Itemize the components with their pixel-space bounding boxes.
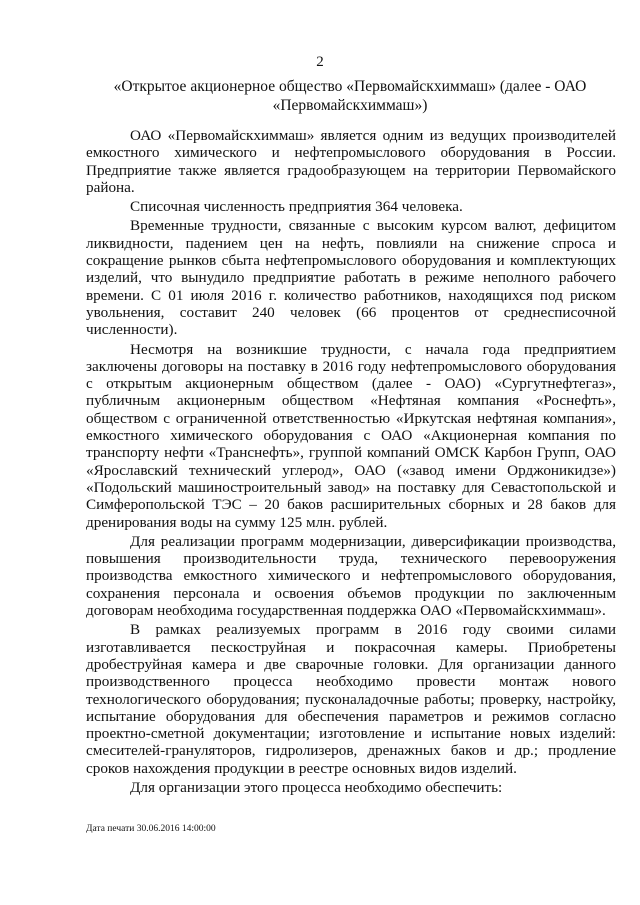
- paragraph: Временные трудности, связанные с высоким курсом валют, дефицитом ликвидности, падением цен на нефть, повлияли на снижение спроса и сокращение рынков сбыта нефтепромыслового оборудования и комплектующих изделий, что вынудило предприятие работать в режиме неполного рабочего времени. С 01 июля 2016 г. количество работников, находящихся под риском увольнения, составит 240 человек (66 процентов от среднесписочной численности).: [86, 217, 616, 339]
- print-date-footer: Дата печати 30.06.2016 14:00:00: [86, 824, 216, 834]
- document-heading: «Открытое акционерное общество «Первомайскхиммаш» (далее - ОАО «Первомайскхиммаш»): [113, 78, 587, 114]
- paragraph: ОАО «Первомайскхиммаш» является одним из ведущих производителей емкостного химического и нефтепромыслового оборудования в России. Предприятие также является градообразующем на территории Первомайского района.: [86, 127, 616, 196]
- paragraph: Списочная численность предприятия 364 человека.: [130, 198, 463, 216]
- page-number: 2: [316, 54, 324, 70]
- paragraph: Для организации этого процесса необходимо обеспечить:: [130, 778, 503, 796]
- document-body: [86, 127, 616, 796]
- paragraph: Несмотря на возникшие трудности, с начала года предприятием заключены договоры на поставку в 2016 году нефтепромыслового оборудования с открытым акционерным обществом (далее - ОАО) «Сургутнефтегаз», публичным акционерным обществом «Нефтяная компания «Роснефть», обществом с ограниченной ответственностью «Иркутская нефтяная компания», емкостного химического оборудования с ОАО «Акционерная компания по транспорту нефти «Транснефть», группой компаний ОМСК Карбон Групп, ОАО «Ярославский технический углерод», ОАО («завод имени Орджоникидзе») «Подольский машиностроительный завод» на поставку для Севастопольской и Симферопольской ТЭС – 20 баков расширительных сборных и 28 баков для дренирования воды на сумму 125 млн. рублей.: [86, 340, 616, 531]
- paragraph: В рамках реализуемых программ в 2016 году своими силами изготавливается пескоструйная и покрасочная камеры. Приобретены дробеструйная камера и две сварочные головки. Для организации данного производственного процесса необходимо провести монтаж нового технологического оборудования; пусконаладочные работы; проверку, настройку, испытание оборудования для обеспечения параметров и режимов согласно проектно-сметной документации; изготовление и испытание новых изделий: смесителей-грануляторов, гидролизеров, дренажных баков и др.; продление сроков нахождения продукции в реестре основных видов изделий.: [86, 621, 616, 777]
- paragraph: Для реализации программ модернизации, диверсификации производства, повышения производительности труда, технического перевооружения производства емкостного химического и нефтепромыслового оборудования, сохранения персонала и освоения объемов продукции по заключенным договорам необходима государственная поддержка ОАО «Первомайскхиммаш».: [86, 532, 616, 620]
